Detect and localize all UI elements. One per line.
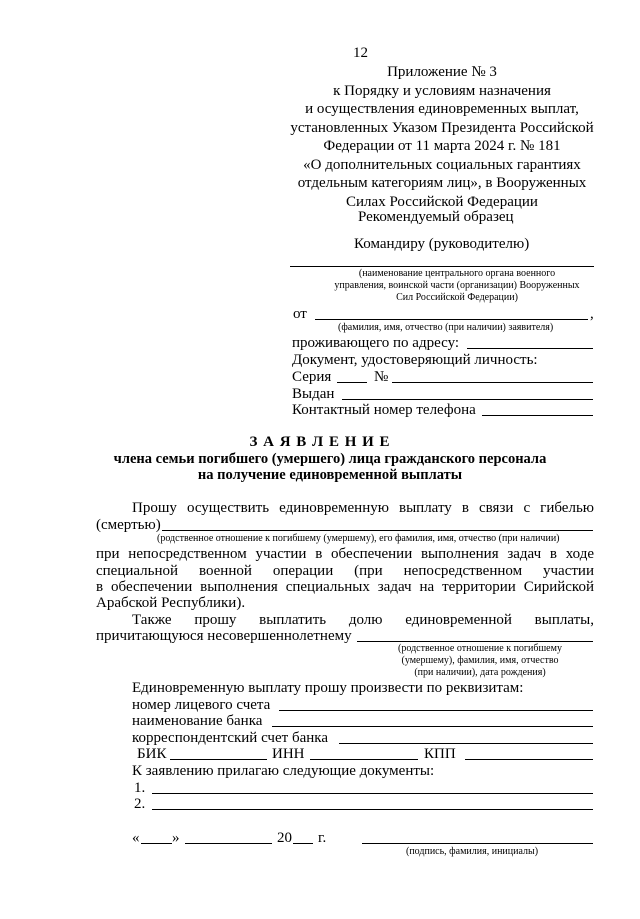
series-label: Серия bbox=[292, 369, 332, 385]
issued-line[interactable] bbox=[342, 399, 593, 400]
id-doc-label: Документ, удостоверяющий личность: bbox=[292, 352, 538, 368]
appendix-block bbox=[280, 63, 604, 211]
account-number-line[interactable] bbox=[279, 710, 593, 711]
doc-1-number: 1. bbox=[134, 780, 146, 796]
minor-hint-line: (родственное отношение к погибшему bbox=[398, 643, 562, 654]
corr-account-line[interactable] bbox=[339, 743, 593, 744]
org-name-hint bbox=[320, 268, 594, 304]
minor-hint-line: (при наличии), дата рождения) bbox=[414, 667, 546, 678]
paragraph-1-line-1: Прошу осуществить единовременную выплату в связи с гибелью bbox=[132, 500, 594, 516]
applicant-name-hint: (фамилия, имя, отчество (при наличии) заявителя) bbox=[338, 322, 554, 333]
number-label: № bbox=[374, 369, 389, 385]
org-name-line[interactable] bbox=[290, 266, 594, 267]
docs-intro: К заявлению прилагаю следующие документы: bbox=[132, 763, 435, 779]
appendix-line: и осуществления единовременных выплат, bbox=[305, 101, 579, 117]
paragraph-1-line-4: специальной военной операции (при непосредственном участии bbox=[96, 563, 594, 579]
applicant-name-line[interactable] bbox=[315, 319, 588, 320]
minor-hint-line: (умершему), фамилия, имя, отчество bbox=[401, 655, 559, 666]
bank-name-line[interactable] bbox=[272, 726, 593, 727]
bik-line[interactable] bbox=[170, 759, 267, 760]
paragraph-1-line-6: Арабской Республики). bbox=[96, 595, 246, 611]
date-year-line[interactable] bbox=[293, 843, 313, 844]
paragraph-2-line-1: Также прошу выплатить долю единовременной выплаты, bbox=[132, 612, 594, 628]
from-comma: , bbox=[590, 306, 594, 322]
minor-info-line[interactable] bbox=[357, 641, 593, 642]
document-subtitle-2: на получение единовременной выплаты bbox=[197, 467, 463, 483]
account-label: номер лицевого счета bbox=[132, 697, 271, 713]
org-hint-line: Сил Российской Федерации) bbox=[396, 292, 518, 303]
signature-hint: (подпись, фамилия, инициалы) bbox=[406, 846, 539, 857]
signature-line[interactable] bbox=[362, 843, 593, 844]
inn-label: ИНН bbox=[272, 746, 305, 762]
death-label: (смертью) bbox=[96, 517, 161, 533]
appendix-line: Силах Российской Федерации bbox=[346, 193, 538, 210]
appendix-line: Федерации от 11 марта 2024 г. № 181 bbox=[323, 138, 561, 154]
appendix-line: установленных Указом Президента Российской bbox=[290, 119, 594, 136]
doc-2-line[interactable] bbox=[152, 809, 593, 810]
from-label: от bbox=[293, 306, 307, 322]
phone-label: Контактный номер телефона bbox=[292, 402, 476, 418]
phone-line[interactable] bbox=[482, 415, 593, 416]
paragraph-1-line-3: при непосредственном участии в обеспечении выполнения задач в ходе bbox=[96, 546, 594, 562]
date-month-line[interactable] bbox=[185, 843, 272, 844]
corr-account-label: корреспондентский счет банка bbox=[132, 730, 328, 746]
address-label: проживающего по адресу: bbox=[292, 335, 460, 351]
inn-line[interactable] bbox=[310, 759, 418, 760]
document-subtitle-1: члена семьи погибшего (умершего) лица гражданского персонала bbox=[113, 451, 547, 467]
appendix-line: «О дополнительных социальных гарантиях bbox=[303, 156, 581, 173]
org-hint-line: управления, воинской части (организации) Вооруженных bbox=[334, 280, 580, 291]
date-quote-open: « bbox=[132, 830, 140, 846]
bank-label: наименование банка bbox=[132, 713, 263, 729]
date-quote-close: » bbox=[172, 830, 180, 846]
date-year-prefix: 20 bbox=[277, 830, 292, 846]
doc-1-line[interactable] bbox=[152, 793, 593, 794]
appendix-line: отдельным категориям лиц», в Вооруженных bbox=[297, 175, 587, 191]
date-day-line[interactable] bbox=[141, 843, 172, 844]
deceased-relation-line[interactable] bbox=[162, 530, 593, 531]
sample-note: Рекомендуемый образец bbox=[358, 209, 514, 225]
issued-label: Выдан bbox=[292, 386, 335, 402]
org-hint-line: (наименование центрального органа военного bbox=[358, 268, 556, 279]
page-number: 12 bbox=[353, 45, 368, 61]
address-line[interactable] bbox=[467, 348, 593, 349]
appendix-line: к Порядку и условиям назначения bbox=[333, 82, 551, 99]
series-line[interactable] bbox=[337, 382, 367, 383]
kpp-line[interactable] bbox=[465, 759, 593, 760]
addressee: Командиру (руководителю) bbox=[354, 236, 530, 252]
bik-label: БИК bbox=[137, 746, 167, 762]
deceased-relation-hint: (родственное отношение к погибшему (умершему), его фамилия, имя, отчество (при наличии) bbox=[157, 533, 560, 544]
appendix-line: Приложение № 3 bbox=[387, 64, 497, 80]
kpp-label: КПП bbox=[424, 746, 456, 762]
requisites-intro: Единовременную выплату прошу произвести по реквизитам: bbox=[132, 680, 524, 696]
minor-label: причитающуюся несовершеннолетнему bbox=[96, 628, 352, 644]
doc-2-number: 2. bbox=[134, 796, 146, 812]
date-year-suffix: г. bbox=[318, 830, 327, 846]
document-title: З А Я В Л Е Н И Е bbox=[249, 434, 391, 450]
minor-info-hint bbox=[380, 643, 580, 679]
number-line[interactable] bbox=[392, 382, 593, 383]
paragraph-1-line-5: в обеспечении выполнения специальных задач на территории Сирийской bbox=[96, 579, 594, 595]
